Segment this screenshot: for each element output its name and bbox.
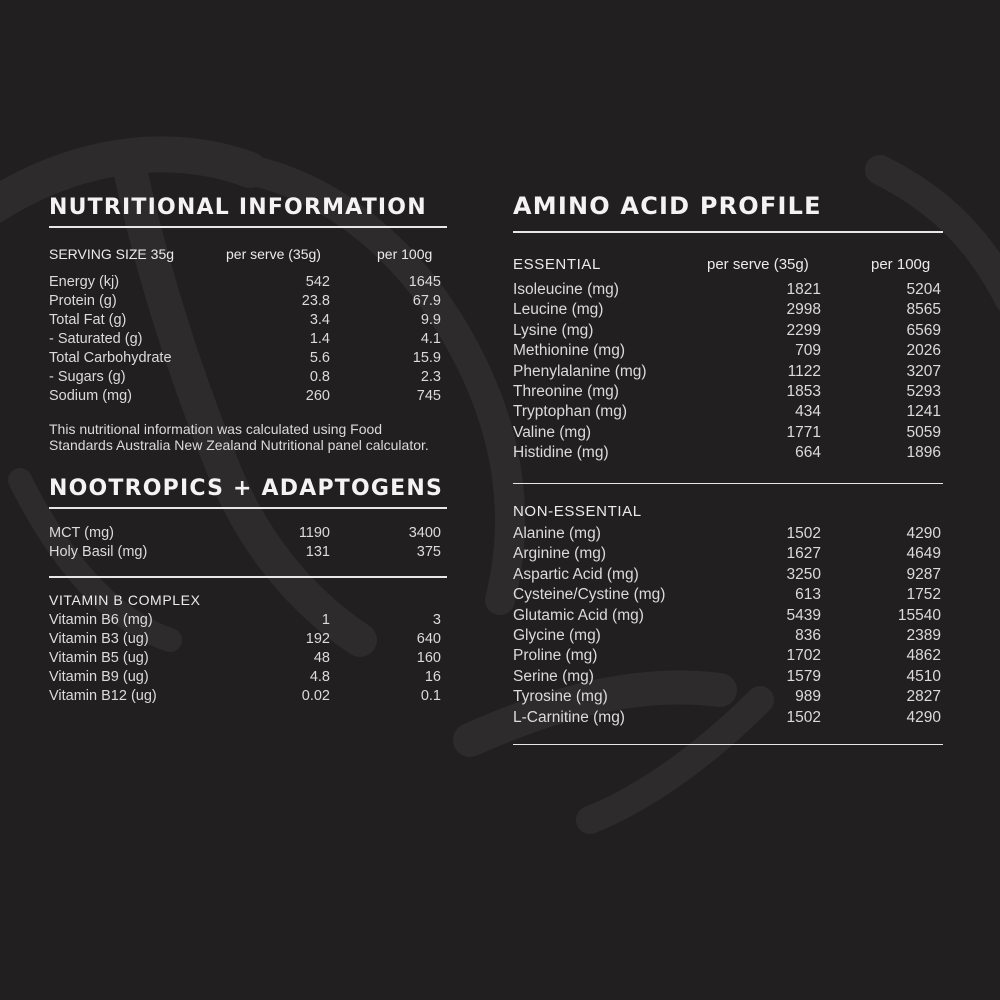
serving-size-label: SERVING SIZE 35g	[49, 246, 175, 262]
per-100g-header: per 100g	[377, 246, 433, 262]
non-essential-label: NON-ESSENTIAL	[513, 503, 642, 521]
table-row: - Sugars (g) 0.8 2.3	[49, 369, 441, 385]
table-row: Histidine (mg) 664 1896	[513, 444, 941, 462]
table-row: Aspartic Acid (mg) 3250 9287	[513, 565, 941, 583]
table-row: Phenylalanine (mg) 1122 3207	[513, 362, 941, 380]
table-row: Isoleucine (mg) 1821 5204	[513, 281, 941, 298]
nutritional-title: NUTRITIONAL INFORMATION	[49, 195, 427, 220]
table-row: Leucine (mg) 2998 8565	[513, 301, 941, 319]
amino-title-rule	[513, 231, 943, 233]
left-panel	[49, 190, 447, 706]
table-row: Glycine (mg) 836 2389	[513, 626, 941, 644]
table-row: Proline (mg) 1702 4862	[513, 647, 941, 665]
table-row: Valine (mg) 1771 5059	[513, 423, 941, 441]
table-row: Tryptophan (mg) 434 1241	[513, 403, 941, 421]
nutritional-column-header	[49, 244, 447, 264]
amino-column-header	[513, 255, 943, 275]
table-row: Vitamin B6 (mg) 1 3	[49, 611, 441, 628]
nutritional-table	[49, 273, 447, 406]
non-essential-bottom-rule	[513, 744, 943, 746]
nootropics-title-rule	[49, 507, 447, 509]
table-row: Vitamin B5 (ug) 48 160	[49, 649, 441, 666]
table-row: Holy Basil (mg) 131 375	[49, 544, 441, 560]
right-panel	[513, 188, 943, 745]
table-row: Sodium (mg) 260 745	[49, 388, 441, 404]
table-row: Methionine (mg) 709 2026	[513, 342, 941, 360]
table-row: Glutamic Acid (mg) 5439 15540	[513, 606, 941, 624]
vitamin-b-title: VITAMIN B COMPLEX	[49, 591, 201, 608]
vitamin-table	[49, 611, 447, 706]
table-row: Alanine (mg) 1502 4290	[513, 525, 941, 543]
table-row: MCT (mg) 1190 3400	[49, 525, 441, 541]
nutritional-title-rule	[49, 226, 447, 228]
essential-label: ESSENTIAL	[513, 256, 601, 273]
table-row: Lysine (mg) 2299 6569	[513, 321, 941, 339]
amino-per-serve-header: per serve (35g)	[707, 256, 809, 273]
essential-table	[513, 280, 943, 464]
table-row: Vitamin B12 (ug) 0.02 0.1	[49, 687, 441, 704]
table-row: Total Fat (g) 3.4 9.9	[49, 312, 441, 328]
amino-title: AMINO ACID PROFILE	[513, 192, 822, 220]
nootropics-title: NOOTROPICS + ADAPTOGENS	[49, 476, 444, 501]
table-row: Protein (g) 23.8 67.9	[49, 293, 441, 309]
amino-per-100g-header: per 100g	[871, 256, 931, 273]
nootropics-table	[49, 524, 447, 562]
table-row: Threonine (mg) 1853 5293	[513, 382, 941, 400]
per-serve-header: per serve (35g)	[226, 246, 321, 262]
table-row: Total Carbohydrate 5.6 15.9	[49, 350, 441, 366]
essential-bottom-rule	[513, 483, 943, 485]
table-row: Cysteine/Cystine (mg) 613 1752	[513, 586, 941, 604]
table-row: Energy (kj) 542 1645	[49, 274, 441, 290]
table-row: Arginine (mg) 1627 4649	[513, 545, 941, 563]
table-row: Vitamin B3 (ug) 192 640	[49, 630, 441, 647]
table-row: L-Carnitine (mg) 1502 4290	[513, 708, 941, 726]
table-row: Tyrosine (mg) 989 2827	[513, 688, 941, 706]
table-row: - Saturated (g) 1.4 4.1	[49, 331, 441, 347]
non-essential-table	[513, 524, 943, 728]
table-row: Vitamin B9 (ug) 4.8 16	[49, 668, 441, 685]
nutritional-note: This nutritional information was calculated using Food Standards Australia New Zealand Nutritional panel calculator.	[49, 421, 429, 453]
nootropics-bottom-rule	[49, 576, 447, 578]
table-row: Serine (mg) 1579 4510	[513, 667, 941, 685]
